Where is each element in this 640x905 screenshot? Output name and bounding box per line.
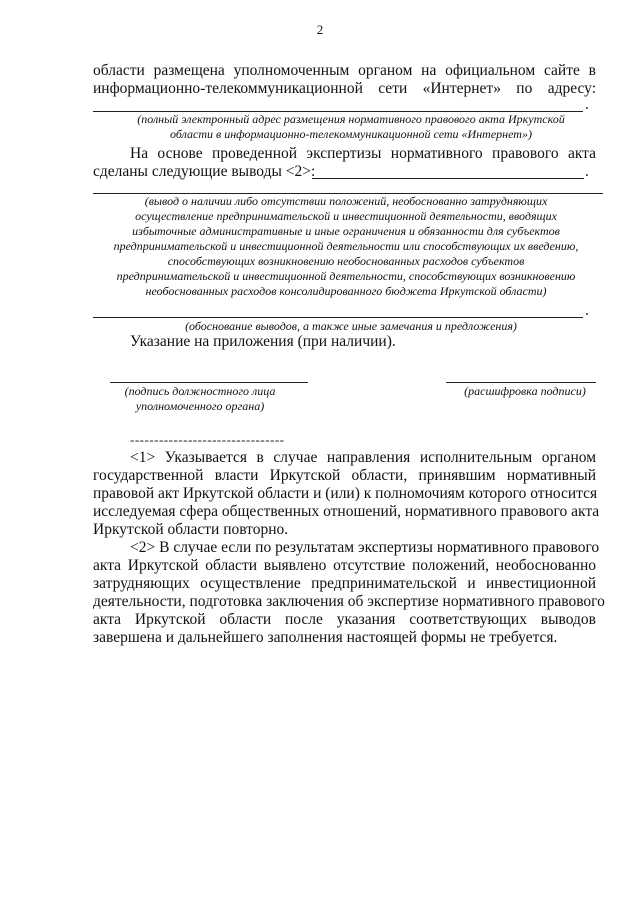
note-conclusion-4: предпринимательской и инвестиционной деятельности или способствующих их введению, [113, 239, 579, 253]
footnote-1-line-5: Иркутской области повторно. [93, 521, 289, 538]
footnote-separator: -------------------------------- [130, 432, 285, 447]
reasons-fill-line [93, 317, 583, 318]
body-line-1: области размещена уполномоченным органом на официальном сайте в [93, 62, 596, 79]
footnote-2-line-2: акта Иркутской области выявлено отсутствие положений, необоснованно [93, 557, 596, 574]
footnote-1-line-3: правовой акт Иркутской области и (или) к полномочиям которого относится [93, 485, 598, 502]
note-conclusion-2: осуществление предпринимательской и инвестиционной деятельности, вводящих [135, 209, 557, 223]
note-address-1: (полный электронный адрес размещения нормативного правового акта Иркутской [137, 112, 565, 126]
reasons-end-period: . [585, 302, 589, 319]
note-address-2: области в информационно-телекоммуникационной сети «Интернет») [170, 127, 532, 141]
note-conclusion-6: предпринимательской и инвестиционной деятельности, способствующих возникновению [116, 269, 576, 283]
footnote-2-line-5: акта Иркутской области после указания соответствующих выводов [93, 611, 596, 628]
footnote-2-line-1: <2> В случае если по результатам экспертизы нормативного правового [130, 539, 600, 556]
signature-note-2: уполномоченного органа) [135, 399, 265, 413]
body-line-2: информационно-телекоммуникационной сети «Интернет» по адресу: [93, 80, 596, 97]
footnote-1-line-1: <1> Указывается в случае направления исполнительным органом [130, 449, 596, 466]
signature-name-note: (расшифровка подписи) [464, 384, 586, 398]
attachments-line: Указание на приложения (при наличии). [130, 333, 396, 350]
footnote-1-line-2: государственной власти Иркутской области, принявшим нормативный [93, 467, 596, 484]
signature-note-1: (подпись должностного лица [124, 384, 276, 398]
footnote-2-line-3: затрудняющих осуществление предпринимательской и инвестиционной [93, 575, 596, 592]
address-end-period: . [585, 96, 589, 113]
signature-fill-line [110, 382, 308, 383]
conclusion-inline-fill-line [312, 178, 584, 179]
note-reasons: (обоснование выводов, а также иные замечания и предложения) [185, 319, 517, 333]
note-conclusion-5: способствующих возникновению необоснованных расходов субъектов [167, 254, 525, 268]
note-conclusion-7: необоснованных расходов консолидированного бюджета Иркутской области) [145, 284, 547, 298]
conclusion-end-period: . [585, 163, 589, 180]
body-line-4: сделаны следующие выводы <2>: [93, 163, 316, 180]
note-conclusion-1: (вывод о наличии либо отсутствии положений, необоснованно затрудняющих [144, 194, 548, 208]
note-conclusion-3: избыточные административные и иные ограничения и обязанности для субъектов [132, 224, 560, 238]
footnote-2-line-4: деятельности, подготовка заключения об экспертизе нормативного правового [93, 593, 605, 610]
signature-name-fill-line [446, 382, 596, 383]
body-line-3: На основе проведенной экспертизы нормативного правового акта [130, 145, 596, 162]
footnote-1-line-4: исследуемая сфера общественных отношений, нормативного правового акта [93, 503, 600, 520]
page-number: 2 [316, 22, 324, 37]
footnote-2-line-6: завершена и дальнейшего заполнения настоящей формы не требуется. [93, 629, 558, 646]
